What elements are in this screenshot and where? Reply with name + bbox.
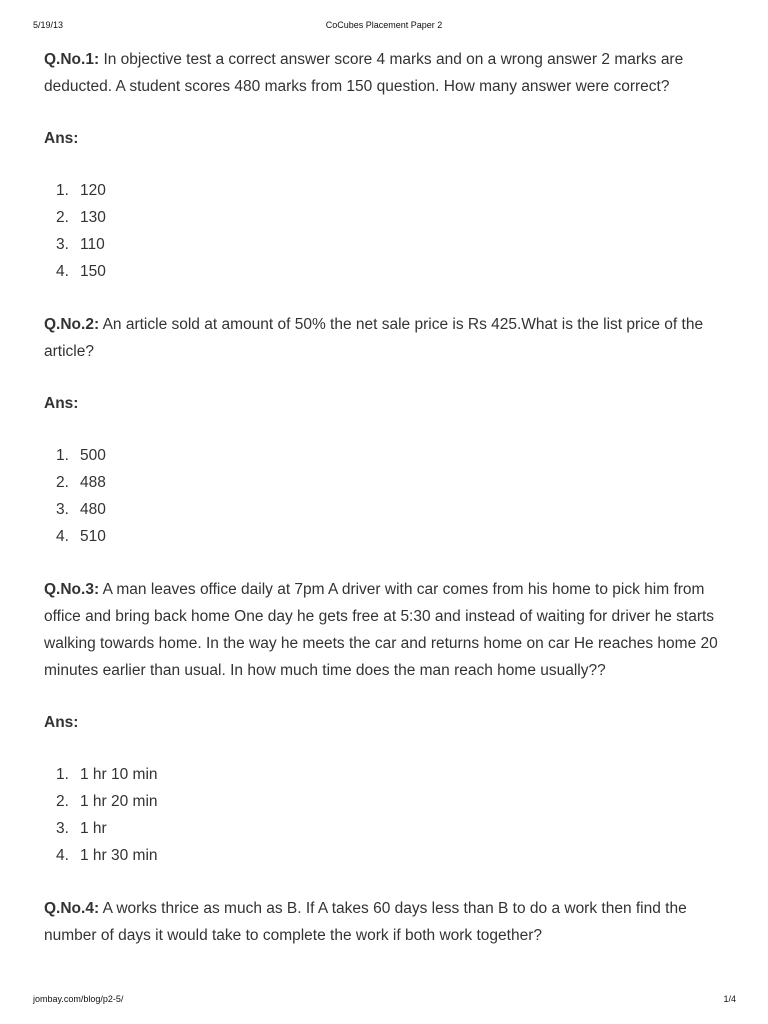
question-text: A man leaves office daily at 7pm A driver with car comes from his home to pick him from office and bring back home One day he gets free at 5:30 and instead of waiting for driver he starts walking towards home. In the way he meets the car and returns home on car He reaches home 20 minutes earlier than usual. In how much time does the man reach home usually?? [44,581,718,679]
option-number: 1. [56,182,69,199]
option-text: 1 hr 20 min [80,793,158,810]
option-number: 4. [56,528,69,545]
option-item [56,204,734,231]
question-text: An article sold at amount of 50% the net sale price is Rs 425.What is the list price of the article? [44,316,704,360]
answer-label: Ans: [44,714,79,731]
page-url: jombay.com/blog/p2-5/ [33,994,124,1004]
answer-label: Ans: [44,130,79,147]
option-item [56,842,734,869]
option-item [56,788,734,815]
option-item [56,496,734,523]
question-4 [44,895,734,949]
option-text: 480 [80,501,106,518]
option-number: 3. [56,820,69,837]
option-number: 3. [56,501,69,518]
print-date: 5/19/13 [33,20,64,30]
page-content [44,46,734,975]
option-number: 2. [56,209,69,226]
question-label: Q.No.2: [44,316,100,333]
option-item [56,523,734,550]
option-number: 2. [56,793,69,810]
option-number: 1. [56,447,69,464]
question-label: Q.No.1: [44,51,100,68]
answer-options [44,442,734,550]
option-text: 488 [80,474,106,491]
option-item [56,761,734,788]
question-block-3 [44,576,734,869]
option-item [56,815,734,842]
document-title: CoCubes Placement Paper 2 [325,20,443,30]
option-text: 1 hr 30 min [80,847,158,864]
option-number: 2. [56,474,69,491]
option-item [56,177,734,204]
question-label: Q.No.4: [44,900,100,917]
option-text: 510 [80,528,106,545]
option-text: 1 hr 10 min [80,766,158,783]
option-number: 3. [56,236,69,253]
answer-label: Ans: [44,395,79,412]
question-1 [44,46,734,100]
question-label: Q.No.3: [44,581,100,598]
question-block-4 [44,895,734,949]
question-block-1 [44,46,734,285]
question-text: A works thrice as much as B. If A takes 60 days less than B to do a work then find the number of days it would take to complete the work if both work together? [44,900,687,944]
option-item [56,469,734,496]
print-header [0,0,768,30]
option-text: 150 [80,263,106,280]
option-number: 4. [56,263,69,280]
option-text: 130 [80,209,106,226]
option-text: 110 [80,236,105,253]
question-2 [44,311,734,365]
answer-options [44,761,734,869]
option-text: 1 hr [80,820,107,837]
option-item [56,231,734,258]
option-item [56,258,734,285]
question-block-2 [44,311,734,550]
option-text: 500 [80,447,106,464]
option-number: 1. [56,766,69,783]
answer-options [44,177,734,285]
option-item [56,442,734,469]
question-3 [44,576,734,684]
option-text: 120 [80,182,106,199]
page-number: 1/4 [723,994,736,1004]
option-number: 4. [56,847,69,864]
question-text: In objective test a correct answer score 4 marks and on a wrong answer 2 marks are deducted. A student scores 480 marks from 150 question. How many answer were correct? [44,51,684,95]
